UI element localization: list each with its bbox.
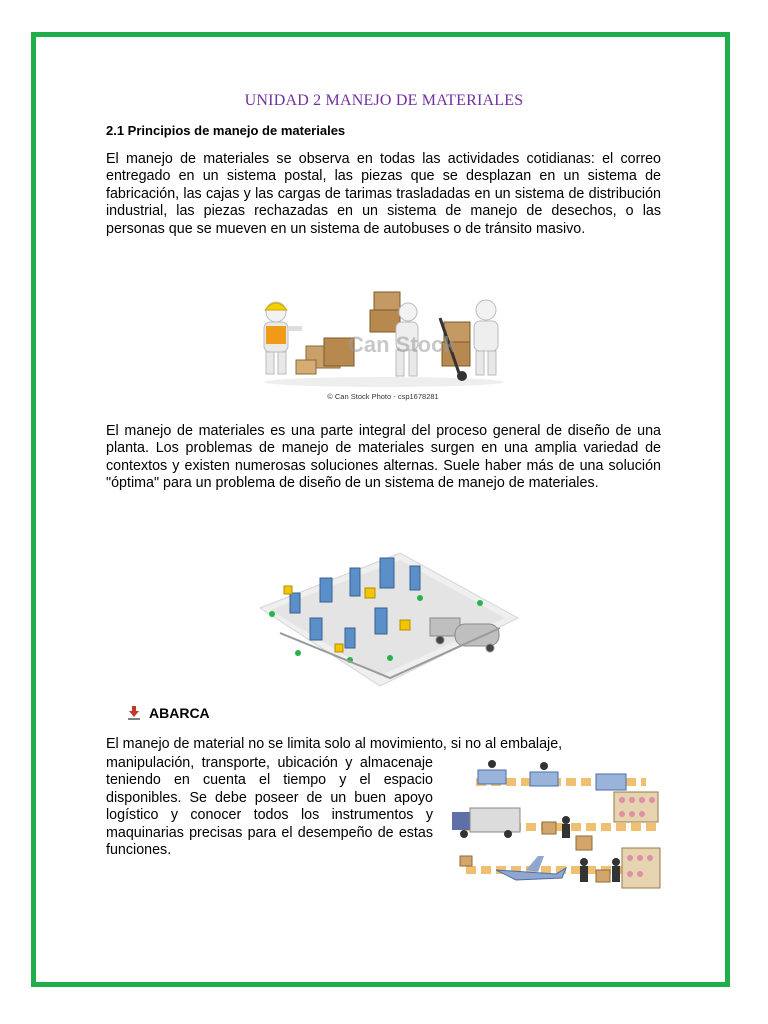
watermark-text: Can Stock (348, 332, 456, 357)
paragraph-abarca-line-1: El manejo de material no se limita solo al movimiento, si no al embalaje, (106, 736, 563, 752)
section-heading: 2.1 Principios de manejo de materiales (106, 123, 346, 138)
factory-plant-image (250, 548, 520, 690)
paragraph-intro: El manejo de materiales se observa en todas las actividades cotidianas: el correo entregado en un sistema postal, las piezas que se desplazan en un sistema de fabricación, las cajas y las cargas de tarimas trasladadas en un sistema de distribución industrial, las piezas rechazadas en un sistema de manejo de desechos, o las personas que se mueven en un sistema de autobuses o de tránsito masivo. (106, 151, 661, 237)
workers-carrying-boxes-image (248, 290, 520, 390)
paragraph-integral: El manejo de materiales es una parte integral del proceso general de diseño de una planta. Los problemas de manejo de materiales surgen en una amplia variedad de contextos y existen numerosas soluciones alternas. Suele haber más de una solución "óptima" para un problema de diseño de un sistema de manejo de materiales. (106, 423, 661, 492)
logistics-chain-image (446, 752, 668, 902)
image-caption: © Can Stock Photo - csp1678281 (327, 392, 439, 401)
page-title: UNIDAD 2 MANEJO DE MATERIALES (244, 92, 524, 109)
paragraph-abarca-rest: manipulación, transporte, ubicación y almacenaje teniendo en cuenta el tiempo y el espacio disponibles. Se debe poseer de un buen apoyo logístico y conocer todos los instrumentos y maquinarias precisas para el desempeño de estas funciones. (106, 755, 433, 859)
bullet-abarca (128, 705, 210, 721)
arrow-down-icon (128, 706, 140, 720)
bullet-heading: ABARCA (149, 705, 210, 721)
